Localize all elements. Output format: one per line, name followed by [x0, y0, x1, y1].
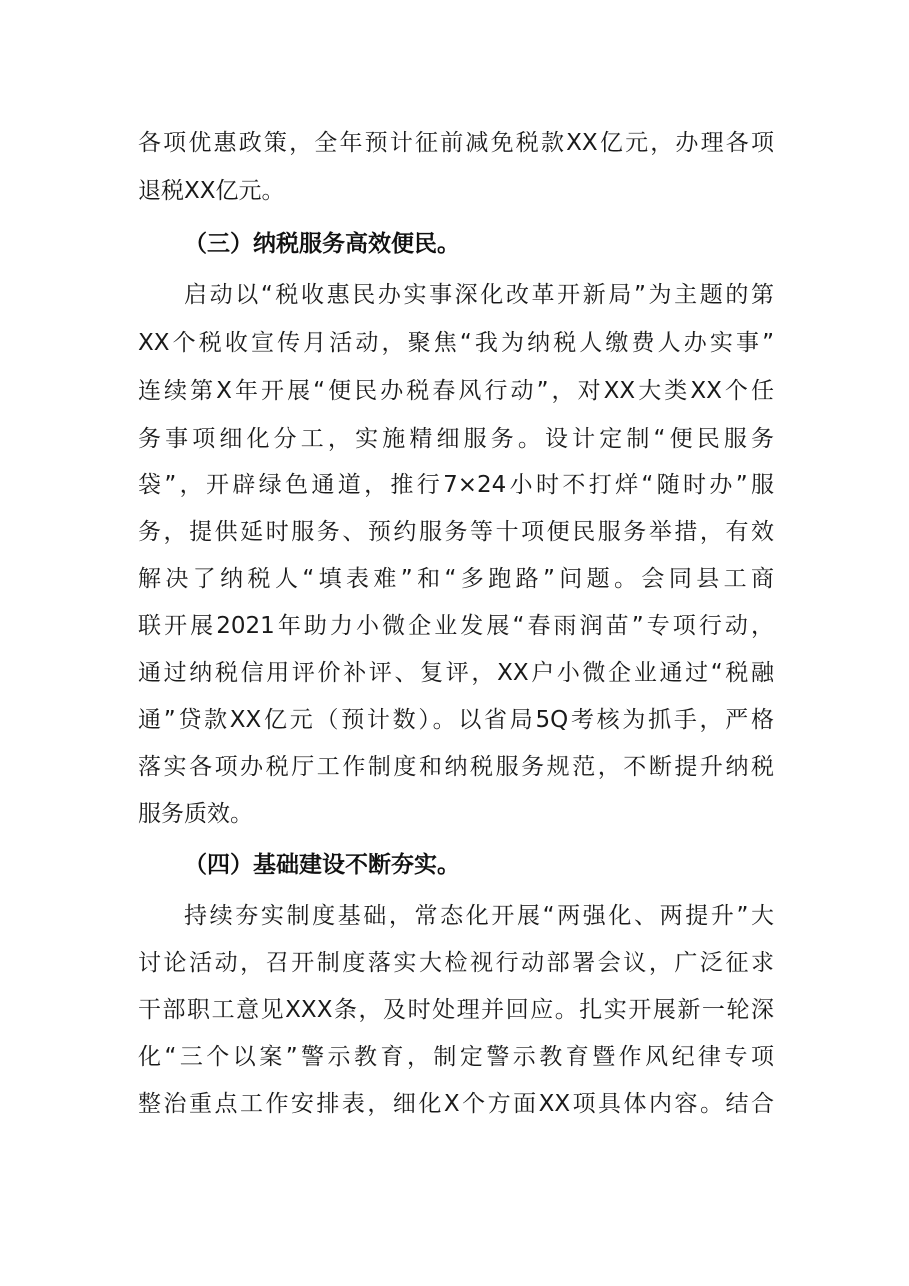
section-heading-3: （三）纳税服务高效便民。 [184, 231, 460, 257]
paragraph-line: 联开展2021年助力小微企业发展“春雨润苗”专项行动， [138, 613, 774, 639]
section-heading-4: （四）基础建设不断夯实。 [184, 852, 460, 878]
paragraph-line: 落实各项办税厅工作制度和纳税服务规范，不断提升纳税 [138, 754, 774, 780]
paragraph-line: 各项优惠政策，全年预计征前减免税款XX亿元，办理各项 [138, 130, 774, 156]
paragraph-line: 整治重点工作安排表，细化X个方面XX项具体内容。结合 [138, 1091, 774, 1117]
paragraph-line: 通过纳税信用评价补评、复评，XX户小微企业通过“税融 [138, 660, 774, 686]
paragraph-line: 化“三个以案”警示教育，制定警示教育暨作风纪律专项 [138, 1044, 774, 1070]
paragraph-line: 持续夯实制度基础，常态化开展“两强化、两提升”大 [184, 903, 774, 929]
paragraph-line: 袋”，开辟绿色通道，推行7×24小时不打烊“随时办”服 [138, 472, 774, 498]
paragraph-line: 启动以“税收惠民办实事深化改革开新局”为主题的第 [184, 282, 774, 308]
paragraph-line: 务，提供延时服务、预约服务等十项便民服务举措，有效 [138, 519, 774, 545]
paragraph-line: 讨论活动，召开制度落实大检视行动部署会议，广泛征求 [138, 950, 774, 976]
paragraph-line: 解决了纳税人“填表难”和“多跑路”问题。会同县工商 [138, 566, 774, 592]
paragraph-line: 服务质效。 [138, 801, 253, 827]
paragraph-line: 通”贷款XX亿元（预计数）。以省局5Q考核为抓手，严格 [138, 707, 774, 733]
paragraph-line: XX个税收宣传月活动，聚焦“我为纳税人缴费人办实事” [138, 330, 774, 356]
paragraph-line: 连续第X年开展“便民办税春风行动”，对XX大类XX个任 [138, 378, 774, 404]
paragraph-line: 务事项细化分工，实施精细服务。设计定制“便民服务 [138, 426, 774, 452]
paragraph-line: 退税XX亿元。 [138, 178, 285, 204]
paragraph-line: 干部职工意见XXX条，及时处理并回应。扎实开展新一轮深 [138, 997, 774, 1023]
